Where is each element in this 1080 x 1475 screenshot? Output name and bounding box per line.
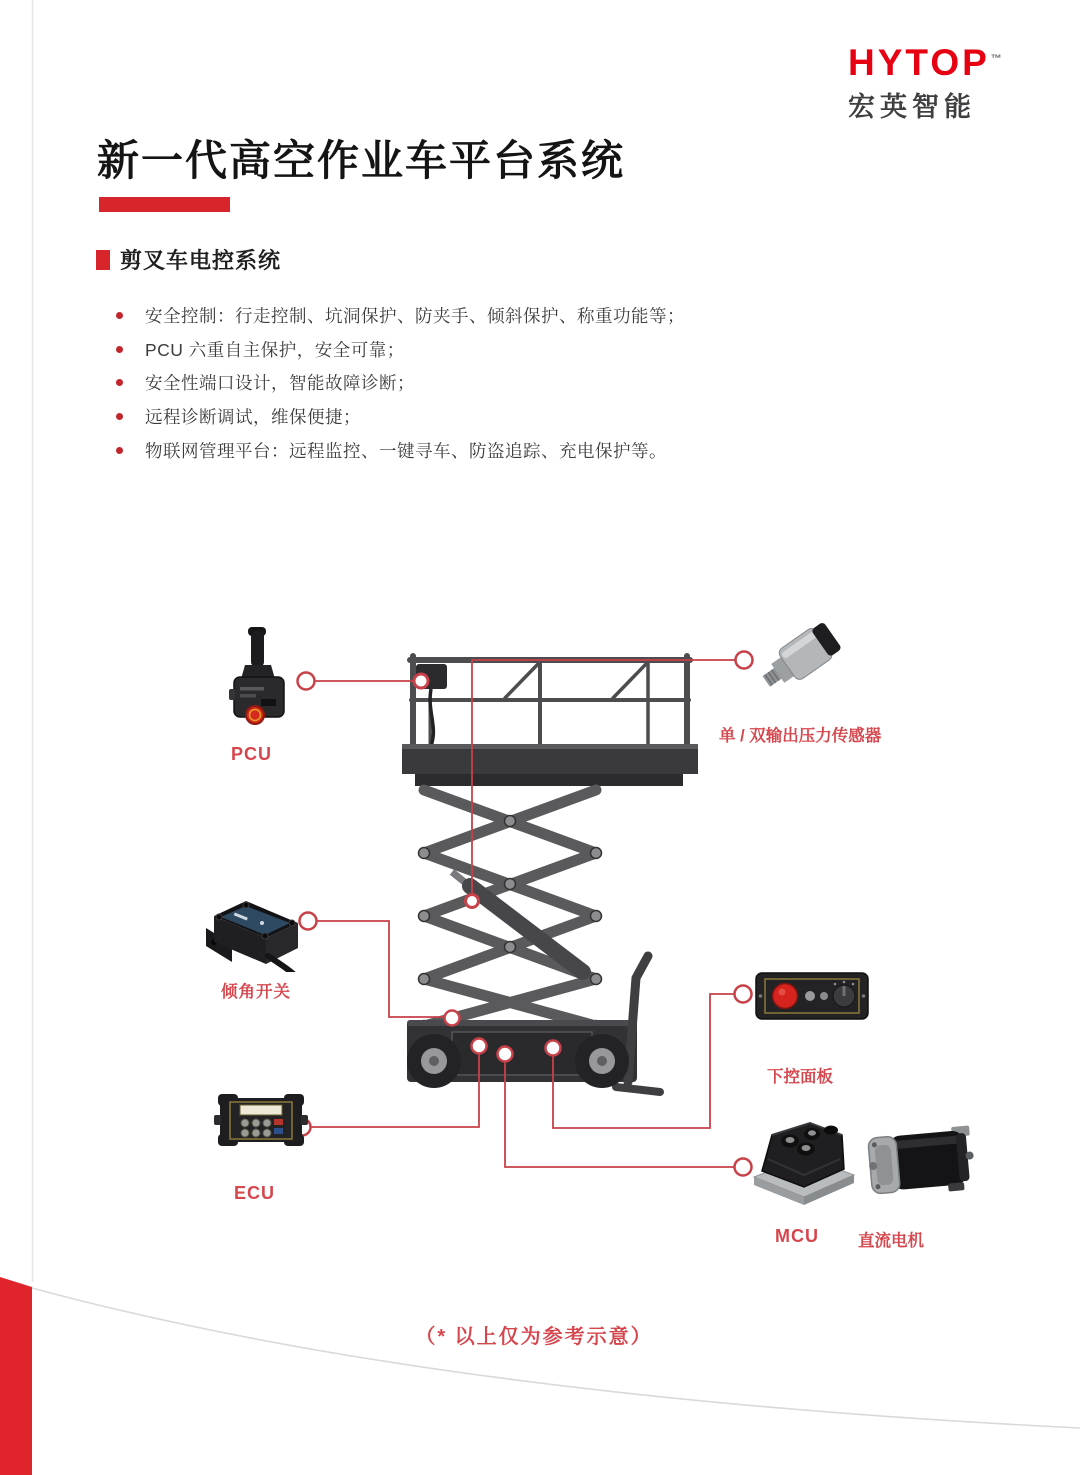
connector-dot-icon [466,895,479,908]
logo-subtitle: 宏英智能 [848,92,976,122]
lower-control-panel-image [755,972,870,1022]
base-ladder [628,956,648,1082]
mcu-label: MCU [775,1226,819,1246]
list-item-text: 物联网管理平台：远程监控、一键寻车、防盗追踪、充电保护等。 [145,440,667,461]
diagram-footnote: （* 以上仅为参考示意） [415,1326,653,1348]
page-title: 新一代高空作业车平台系统 [97,137,626,184]
tilt-switch-label: 倾角开关 [221,983,291,1001]
connector-endpoints [294,652,753,1176]
list-item-text: PCU 六重自主保护，安全可靠； [145,339,405,360]
section-heading: 剪叉车电控系统 [120,248,282,273]
platform-deck [402,744,698,786]
pcu-label: PCU [231,744,273,764]
connector-ring-icon [735,986,752,1003]
dc-motor-label: 直流电机 [858,1232,924,1250]
pressure-sensor-label: 单 / 双输出压力传感器 [719,727,882,745]
list-item-text: 安全性端口设计，智能故障诊断； [145,373,415,394]
tilt-switch-image [200,876,310,972]
connector-lines [311,660,735,1167]
connector-ring-icon [298,673,315,690]
connector-dot-icon [472,1039,487,1054]
connector-ring-icon [736,652,753,669]
logo-brand-text: HYTOP™ [848,42,1002,83]
ecu-image [214,1092,310,1152]
connector-dot-icon [445,1011,460,1026]
mcu-image [748,1115,858,1210]
platform-guardrails [410,656,690,748]
pcu-image [228,627,300,725]
dc-motor-image [862,1122,977,1200]
trademark-icon: ™ [990,52,1002,65]
list-item-text: 远程诊断调试，维保便捷； [145,407,361,428]
connector-dot-icon [498,1047,513,1062]
pressure-sensor-image [757,616,857,700]
connector-tilt-switch [317,921,444,1017]
connector-dot-icon [414,674,428,688]
lower-control-panel-label: 下控面板 [767,1068,833,1086]
ecu-label: ECU [234,1183,276,1203]
connector-dot-icon [546,1041,561,1056]
list-item-text: 安全控制：行走控制、坑洞保护、防夹手、倾斜保护、称重功能等； [145,306,685,327]
